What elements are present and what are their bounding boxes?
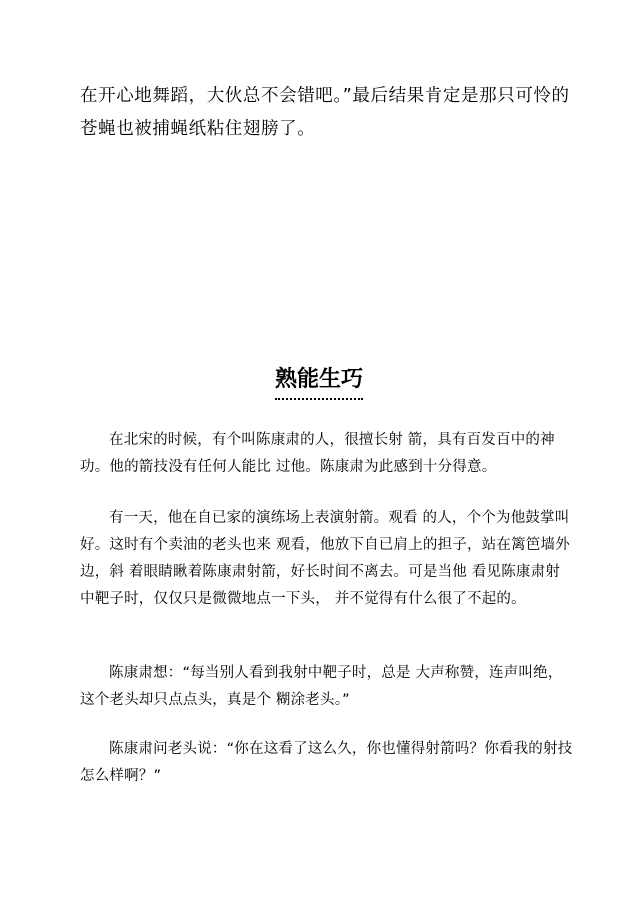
body-paragraph-2: 有一天，他在自已家的演练场上表演射箭。观看 的人，个个为他鼓掌叫好。这时有个卖油的老头也来 观看，他放下自已肩上的担子，站在篱笆墙外边，斜 着眼睛瞅着陈康肃射箭，好长时间不离去。可是当他 看见陈康肃射中靶子时，仅仅只是微微地点一下头， 并不觉得有什么很了不起的。 (80, 510, 570, 607)
intro-paragraph: 在开心地舞蹈，大伙总不会错吧。”最后结果肯定是那只可怜的苍蝇也被捕蝇纸粘住翅膀了。 (80, 86, 570, 139)
body-paragraph-4: 陈康肃问老头说：“你在这看了这么久，你也懂得射箭吗？你看我的射技怎么样啊？” (80, 741, 573, 784)
body-paragraph-1: 在北宋的时候，有个叫陈康肃的人，很擅长射 箭，具有百发百中的神功。他的箭技没有任何人能比 过他。陈康肃为此感到十分得意。 (80, 432, 555, 475)
story-title (0, 356, 638, 400)
story-title-text: 熟能生巧 (275, 365, 363, 400)
body-paragraph-3: 陈康肃想：“每当别人看到我射中靶子时，总是 大声称赞，连声叫绝，这个老头却只点点头，真是个 糊涂老头。” (80, 665, 563, 708)
